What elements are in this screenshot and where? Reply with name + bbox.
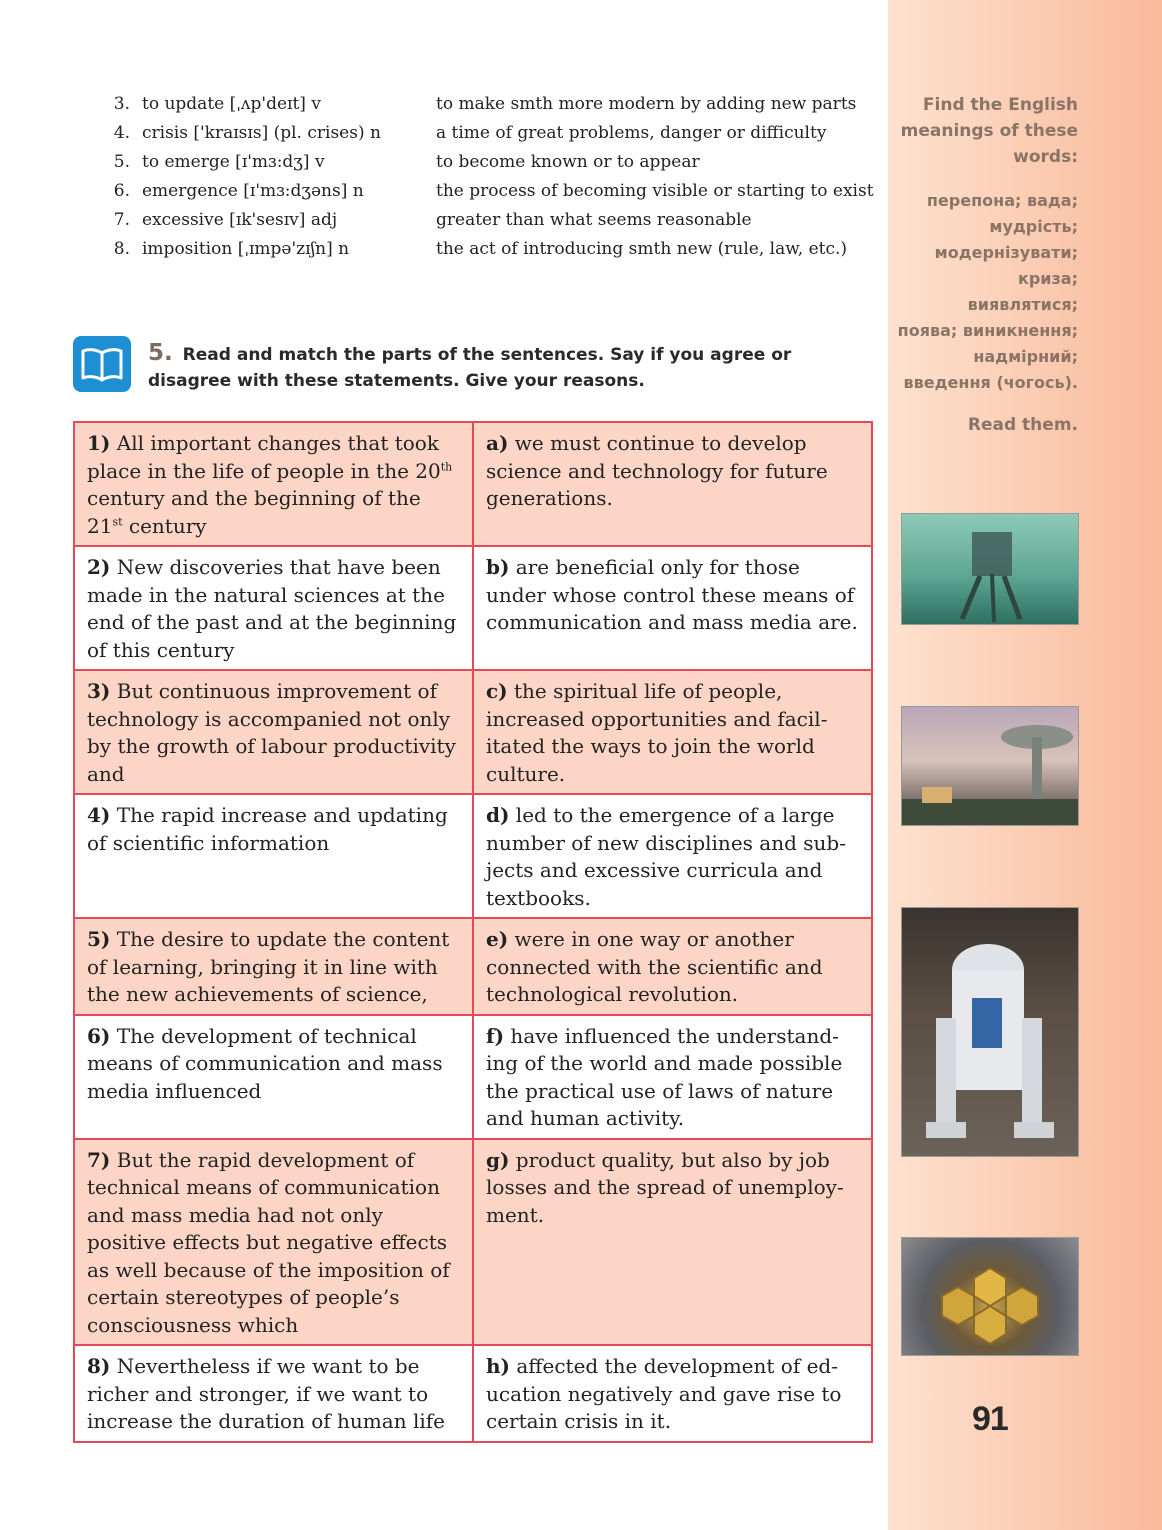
sentence-end (473, 670, 872, 794)
sentence-end (473, 1345, 872, 1442)
item-text: the spiritual life of people, increased opportunities and facilitated the ways to join the world culture. (486, 679, 828, 786)
sentence-start (74, 422, 473, 546)
sentence-end (473, 546, 872, 670)
item-text: The desire to update the content of learning, bringing it in line with the new achievements of science, (87, 927, 450, 1006)
task-heading (148, 340, 874, 394)
sentence-start (74, 546, 473, 670)
table-row (74, 1345, 872, 1442)
sidebar-word: введення (чогось). (903, 373, 1078, 392)
item-text: were in one way or another connected with the scientific and technological revolution. (486, 927, 823, 1006)
item-text: The development of technical means of communication and mass media influenced (87, 1023, 443, 1103)
item-text: have influenced the understanding of the world and made possible the practical use of laws of nature and human activity. (486, 1023, 843, 1130)
vocab-number: 7. (113, 210, 130, 230)
item-text: century and the beginning of the 21 (87, 486, 421, 538)
sentence-end (473, 1139, 872, 1346)
open-book-icon (73, 336, 131, 392)
item-text: But continuous improvement of technology is accompanied not only by the growth of labour productivity and (87, 679, 456, 786)
item-text: New discoveries that have been made in the natural sciences at the end of the past and at the beginning of this century (87, 555, 457, 662)
vocab-row (100, 237, 874, 261)
vocab-number: 5. (113, 152, 130, 172)
sentence-start (74, 918, 473, 1015)
item-label: g) (486, 1147, 510, 1172)
item-text: we must continue to develop science and technology for future generations. (486, 431, 828, 510)
sentence-end (473, 1015, 872, 1139)
vocab-term: to update [ˌʌp'deɪt] v (142, 94, 321, 114)
supertree-grove-photo (901, 706, 1079, 826)
page-number: 91 (972, 1400, 1008, 1438)
sidebar-word: надмірний; (973, 347, 1078, 366)
sentence-end (473, 794, 872, 918)
ordinal-suffix: th (440, 459, 453, 473)
table-row (74, 918, 872, 1015)
sidebar-word-list (868, 188, 1078, 396)
item-label: c) (486, 679, 508, 703)
sentence-end (473, 918, 872, 1015)
sentence-start (74, 670, 473, 794)
sidebar-word: криза; (1017, 269, 1078, 288)
item-label: 2) (87, 555, 111, 579)
item-label: a) (486, 431, 509, 455)
sentence-end (473, 422, 872, 546)
item-text: century (122, 513, 207, 538)
vocab-definition: the act of introducing smth new (rule, law, etc.) (436, 239, 848, 259)
sidebar-read-instruction: Read them. (967, 415, 1078, 435)
vocab-definition: a time of great problems, danger or difficulty (436, 123, 827, 143)
sidebar-word: мудрість; (989, 217, 1078, 236)
vocab-row (100, 121, 874, 145)
vocab-row (100, 92, 874, 116)
sidebar-word: виявлятися; (967, 295, 1078, 314)
item-label: b) (486, 555, 510, 579)
vocab-term: to emerge [ɪ'mɜ:dʒ] v (142, 152, 325, 172)
item-label: e) (486, 927, 509, 951)
item-text: are beneficial only for those under whose control these means of communication and mass media are. (486, 555, 858, 634)
matching-table (73, 421, 873, 1443)
task-number: 5. (148, 340, 173, 366)
item-label: 8) (87, 1354, 111, 1378)
table-row (74, 422, 872, 546)
item-text: affected the development of education negatively and gave rise to certain crisis in it. (486, 1354, 842, 1433)
vocab-row (100, 179, 874, 203)
item-text: product quality, but also by job losses and the spread of unemployment. (486, 1147, 844, 1227)
item-text: led to the emergence of a large number of new disciplines and subjects and excessive curricula and textbooks. (486, 803, 846, 910)
item-label: 4) (87, 803, 111, 827)
sentence-start (74, 1139, 473, 1346)
r2d2-robot-photo (901, 907, 1079, 1157)
vocab-number: 6. (113, 181, 130, 201)
vocab-term: imposition [ˌɪmpə'zɪʃn] n (142, 239, 350, 259)
sidebar-prompt: Find the English meanings of these words: (900, 95, 1078, 167)
table-row (74, 546, 872, 670)
item-text: But the rapid development of technical means of communication and mass media had not only positive effects but negative effects as well because of the imposition of certain stereotypes of people’s consciousness which (87, 1147, 450, 1337)
vocab-number: 4. (113, 123, 130, 143)
vocab-term: crisis ['kraɪsɪs] (pl. crises) n (142, 123, 381, 143)
vocab-definition: to become known or to appear (436, 152, 700, 172)
sentence-start (74, 1015, 473, 1139)
item-label: 3) (87, 679, 111, 703)
vocab-row (100, 208, 874, 232)
vocab-number: 8. (113, 239, 130, 259)
item-text: Nevertheless if we want to be richer and stronger, if we want to increase the duration of human life (87, 1354, 445, 1433)
vocabulary-list (100, 92, 874, 266)
sentence-start (74, 1345, 473, 1442)
vocab-term: emergence [ɪ'mɜ:dʒəns] n (142, 181, 364, 201)
item-text: All important changes that took place in the life of people in the 20 (87, 431, 441, 483)
table-row (74, 1015, 872, 1139)
vocab-term: excessive [ɪk'sesɪv] adj (142, 210, 338, 230)
task-instruction: Read and match the parts of the sentences. Say if you agree or disagree with these statements. Give your reasons. (148, 345, 792, 391)
item-label: 5) (87, 927, 111, 951)
sidebar-word: поява; виникнення; (897, 321, 1078, 340)
item-label: 6) (87, 1023, 111, 1048)
item-label: h) (486, 1354, 511, 1378)
vocab-definition: the process of becoming visible or starting to exist (436, 181, 874, 201)
item-text: The rapid increase and updating of scientific information (87, 803, 448, 855)
sentence-start (74, 794, 473, 918)
sidebar-word: модернізувати; (934, 243, 1078, 262)
table-row (74, 1139, 872, 1346)
table-row (74, 670, 872, 794)
telescope-mirror-photo (901, 1237, 1079, 1356)
vocab-number: 3. (113, 94, 130, 114)
item-label: 1) (87, 431, 111, 455)
sidebar-word: перепона; вада; (926, 191, 1078, 210)
robot-illustration-photo (901, 513, 1079, 625)
vocab-definition: greater than what seems reasonable (436, 210, 752, 230)
table-row (74, 794, 872, 918)
vocab-row (100, 150, 874, 174)
item-label: d) (486, 803, 510, 827)
ordinal-suffix: st (112, 514, 123, 528)
vocab-definition: to make smth more modern by adding new parts (436, 94, 857, 114)
item-label: 7) (87, 1147, 111, 1172)
item-label: f) (486, 1023, 505, 1048)
